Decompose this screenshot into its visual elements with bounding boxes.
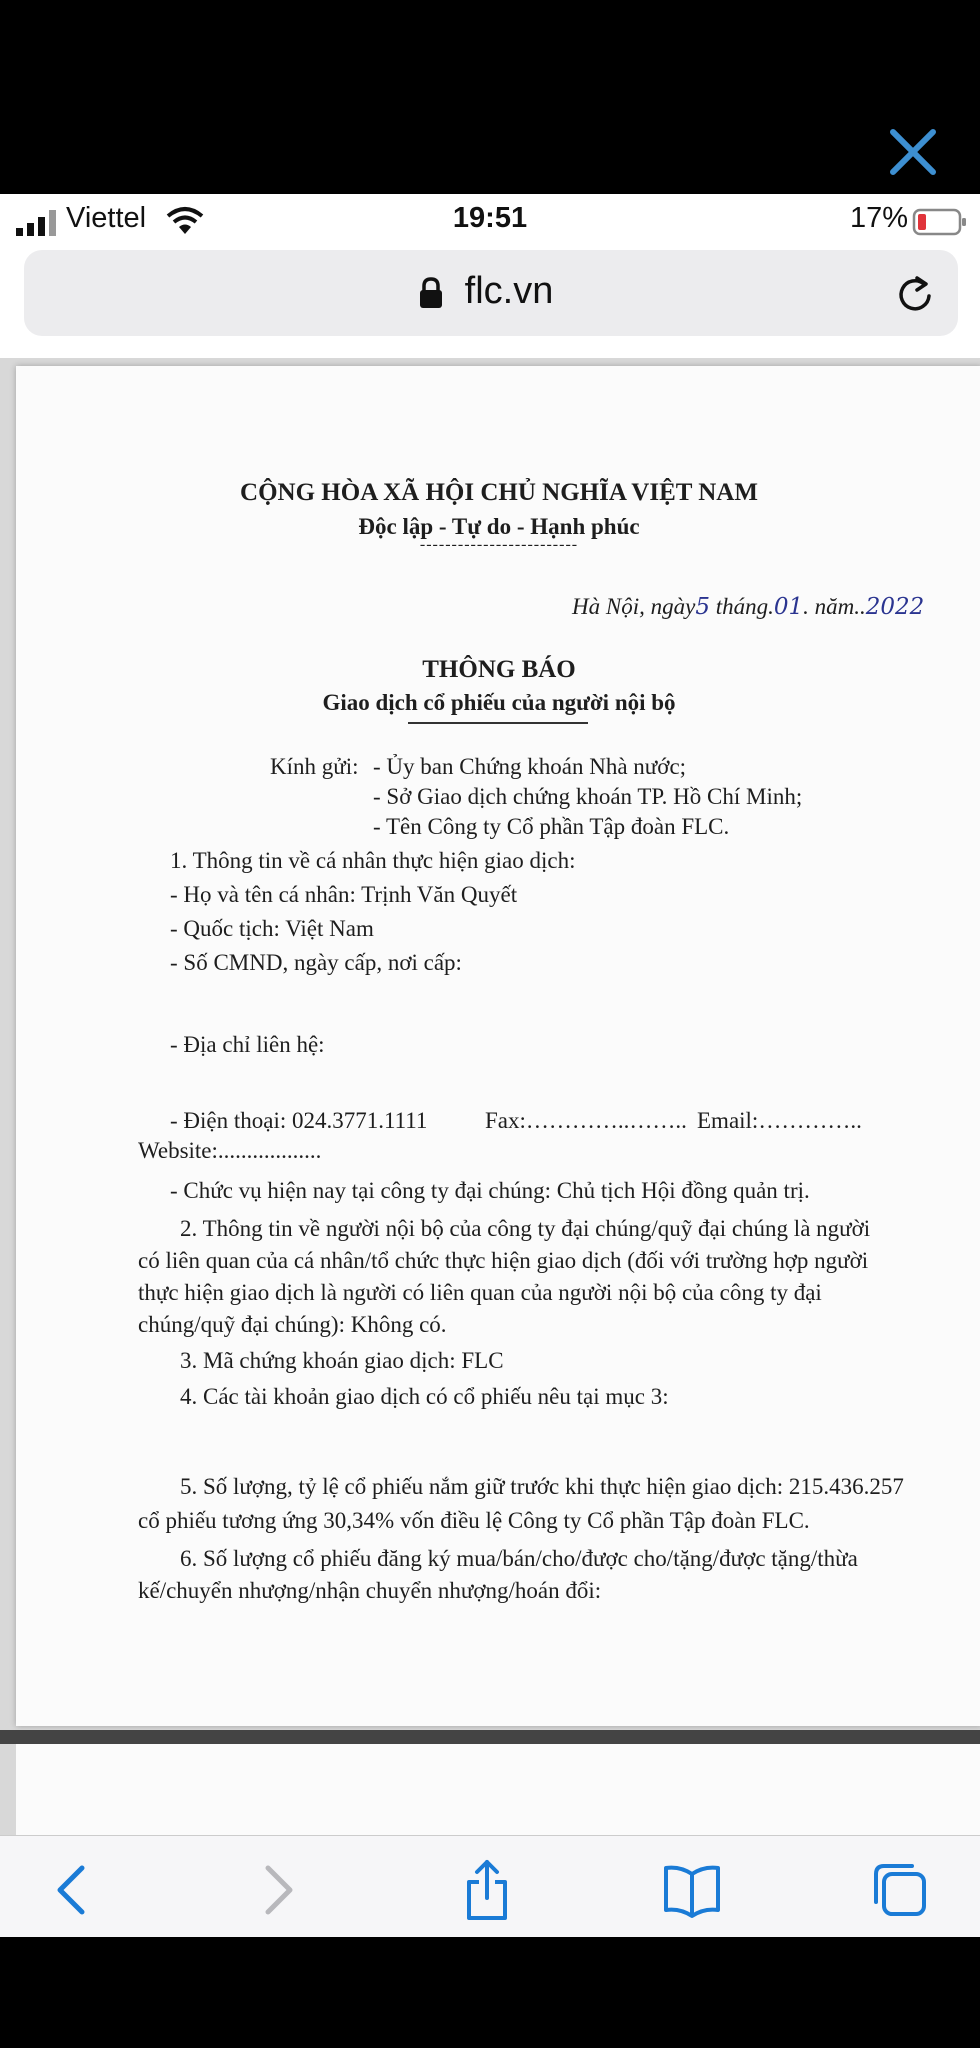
tabs-icon[interactable]: [868, 1858, 932, 1922]
document-date: Hà Nội, ngày5 tháng.01. năm..2022: [572, 594, 925, 620]
header-motto: Độc lập - Tự do - Hạnh phúc: [358, 514, 640, 539]
document-title: THÔNG BÁO: [422, 656, 576, 683]
field-website: Website:..................: [138, 1138, 322, 1163]
title-underline: [408, 722, 588, 724]
page-divider: [0, 1730, 980, 1744]
back-icon[interactable]: [42, 1858, 106, 1922]
section-1-heading: 1. Thông tin về cá nhân thực hiện giao dịch:: [170, 848, 576, 873]
document-subtitle: Giao dịch cổ phiếu của người nội bộ: [322, 690, 676, 715]
clock: 19:51: [452, 202, 528, 234]
document-page: [16, 366, 980, 1726]
section-4: 4. Các tài khoản giao dịch có cổ phiếu nêu tại mục 3:: [180, 1384, 669, 1409]
bookmarks-icon[interactable]: [660, 1858, 724, 1922]
section-6-line: kế/chuyển nhượng/nhận chuyển nhượng/hoán đổi:: [138, 1578, 602, 1603]
recipient-item: - Ủy ban Chứng khoán Nhà nước;: [373, 754, 687, 779]
section-2-line: thực hiện giao dịch là người có liên quan của người nội bộ của công ty đại: [138, 1280, 822, 1305]
section-2-line: chúng/quỹ đại chúng): Không có.: [138, 1312, 447, 1337]
recipient-item: - Sở Giao dịch chứng khoán TP. Hồ Chí Minh;: [373, 784, 803, 809]
field-id-card: - Số CMND, ngày cấp, nơi cấp:: [170, 950, 462, 975]
battery-percent: 17%: [850, 202, 909, 234]
header-nation: CỘNG HÒA XÃ HỘI CHỦ NGHĨA VIỆT NAM: [240, 479, 758, 506]
share-icon[interactable]: [455, 1858, 519, 1922]
forward-icon[interactable]: [244, 1858, 308, 1922]
next-document-page: [16, 1744, 980, 1835]
field-phone: - Điện thoại: 024.3771.1111: [170, 1108, 428, 1133]
url-text[interactable]: flc.vn: [464, 270, 554, 312]
recipients-label: Kính gửi:: [270, 754, 359, 779]
field-nationality: - Quốc tịch: Việt Nam: [170, 916, 374, 941]
header-divider: -------------------------: [419, 536, 579, 553]
document-viewport[interactable]: [0, 358, 980, 1835]
carrier-name: Viettel: [66, 202, 147, 234]
field-name: - Họ và tên cá nhân: Trịnh Văn Quyết: [170, 882, 518, 907]
field-email: Email:…………..: [697, 1108, 862, 1133]
field-fax: Fax:…………..……..: [485, 1108, 687, 1133]
viewer-top-bar: [0, 0, 980, 194]
section-2-line: 2. Thông tin về người nội bộ của công ty đại chúng/quỹ đại chúng là người: [180, 1216, 871, 1241]
section-5-line: 5. Số lượng, tỷ lệ cổ phiếu nắm giữ trước khi thực hiện giao dịch: 215.436.257: [180, 1474, 904, 1499]
close-icon[interactable]: [883, 122, 943, 182]
recipient-item: - Tên Công ty Cổ phần Tập đoàn FLC.: [373, 814, 730, 839]
bottom-black-bar: [0, 1937, 980, 2048]
section-3: 3. Mã chứng khoán giao dịch: FLC: [180, 1348, 504, 1373]
reload-icon[interactable]: [894, 274, 936, 316]
section-5-line: cổ phiếu tương ứng 30,34% vốn điều lệ Công ty Cổ phần Tập đoàn FLC.: [138, 1508, 810, 1533]
battery-icon: [912, 208, 968, 236]
field-address: - Địa chỉ liên hệ:: [170, 1032, 325, 1057]
field-position: - Chức vụ hiện nay tại công ty đại chúng: Chủ tịch Hội đồng quản trị.: [170, 1178, 810, 1203]
section-2-line: có liên quan của cá nhân/tổ chức thực hiện giao dịch (đối với trường hợp người: [138, 1248, 869, 1273]
section-6-line: 6. Số lượng cổ phiếu đăng ký mua/bán/cho/được cho/tặng/được tặng/thừa: [180, 1546, 858, 1571]
